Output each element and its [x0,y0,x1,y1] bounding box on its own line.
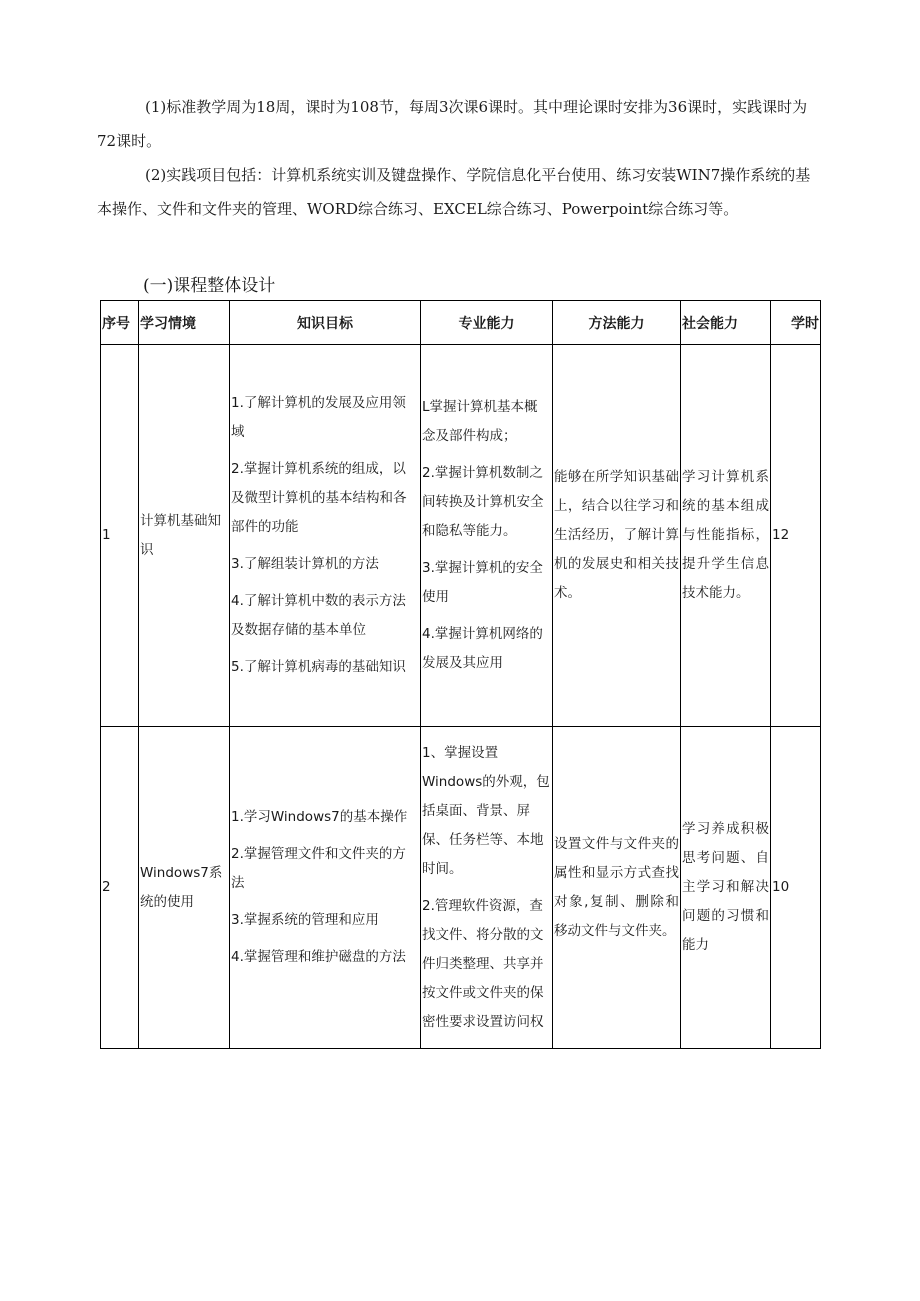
professional-item: 2.掌握计算机数制之间转换及计算机安全和隐私等能力。 [422,465,544,539]
knowledge-item: 3.了解组装计算机的方法 [231,556,379,572]
cell-social: 学习计算机系统的基本组成与性能指标，提升学生信息技术能力。 [681,345,771,727]
knowledge-item: 1.学习Windows7的基本操作 [231,809,408,825]
cell-professional [421,345,553,727]
table-row [101,727,821,1049]
header-situation: 学习情境 [139,301,230,345]
knowledge-item: 5.了解计算机病毒的基础知识 [231,659,406,675]
section-title: (一)课程整体设计 [143,276,276,296]
knowledge-item: 4.掌握管理和维护磁盘的方法 [231,949,406,965]
professional-item: 4.掌握计算机网络的发展及其应用 [422,626,543,671]
knowledge-item: 1.了解计算机的发展及应用领域 [231,395,406,440]
cell-hours: 12 [771,345,821,727]
cell-knowledge [230,345,421,727]
table-row [101,345,821,727]
table-header-row [101,301,821,345]
paragraph-text: (1)标准教学周为18周，课时为108节，每周3次课6课时。其中理论课时安排为36课时，实践课时为72课时。 [97,98,808,150]
knowledge-item: 4.了解计算机中数的表示方法及数据存储的基本单位 [231,593,406,638]
professional-item: 2.管理软件资源，查找文件、将分散的文件归类整理、共享并按文件或文件夹的保密性要求设置访问权 [422,897,544,1030]
cell-method: 设置文件与文件夹的属性和显示方式查找对象,复制、删除和移动文件与文件夹。 [553,727,681,1049]
cell-situation: Windows7系统的使用 [139,727,230,1049]
header-method: 方法能力 [553,301,681,345]
header-hours: 学时 [771,301,821,345]
paragraph-text: (2)实践项目包括：计算机系统实训及键盘操作、学院信息化平台使用、练习安装WIN7操作系统的基本操作、文件和文件夹的管理、WORD综合练习、EXCEL综合练习、Powerpoint综合练习等。 [97,166,811,218]
header-no: 序号 [101,301,139,345]
cell-method: 能够在所学知识基础上，结合以往学习和生活经历，了解计算机的发展史和相关技术。 [553,345,681,727]
professional-item: 3.掌握计算机的安全使用 [422,560,543,605]
professional-item: 1、掌握设置Windows的外观，包括桌面、背景、屏保、任务栏等、本地时间。 [422,744,550,877]
paragraph-practice-projects [97,158,813,226]
knowledge-item: 2.掌握计算机系统的组成，以及微型计算机的基本结构和各部件的功能 [231,461,407,535]
cell-professional [421,727,553,1049]
cell-situation: 计算机基础知识 [139,345,230,727]
cell-no: 1 [101,345,139,727]
cell-no: 2 [101,727,139,1049]
cell-knowledge [230,727,421,1049]
paragraph-teaching-hours [97,90,813,158]
knowledge-item: 3.掌握系统的管理和应用 [231,912,379,928]
cell-hours: 10 [771,727,821,1049]
course-design-table [100,300,821,1049]
header-social: 社会能力 [681,301,771,345]
knowledge-item: 2.掌握管理文件和文件夹的方法 [231,846,406,891]
professional-item: L掌握计算机基本概念及部件构成； [422,399,538,444]
header-professional: 专业能力 [421,301,553,345]
cell-social: 学习养成积极思考问题、自主学习和解决问题的习惯和能力 [681,727,771,1049]
header-knowledge: 知识目标 [230,301,421,345]
